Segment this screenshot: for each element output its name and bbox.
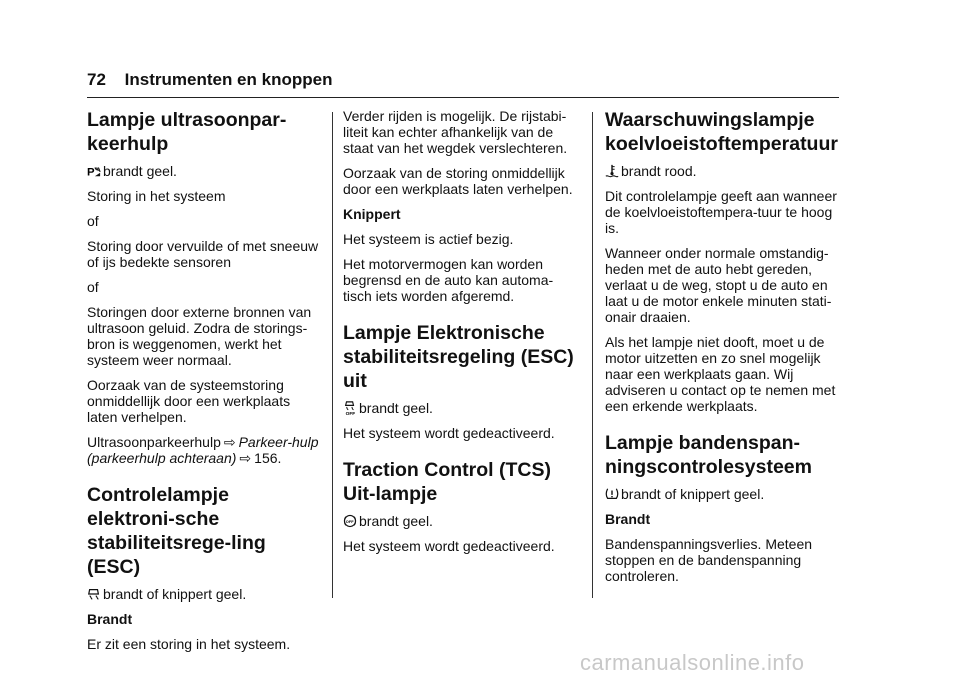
svg-text:OFF: OFF <box>345 518 354 524</box>
text-paragraph: Het motorvermogen kan worden begrensd en de auto kan automa-tisch iets worden afgeremd. <box>343 256 554 304</box>
page-header <box>87 70 332 90</box>
coolant-status: brandt rood. <box>605 163 842 179</box>
heading-esc: Controlelampje elektroni-sche stabiliteitsrege-ling (ESC) <box>87 484 266 578</box>
column-2 <box>343 108 578 563</box>
svg-text:OFF: OFF <box>345 412 356 415</box>
text-paragraph: Bandenspanningsverlies. Meteen stoppen en de bandenspanning controleren. <box>605 536 813 584</box>
text-paragraph: of <box>87 279 99 295</box>
column-3 <box>605 108 842 593</box>
text-paragraph: Storingen door externe bronnen van ultrasoon geluid. Zodra de storings-bron is weggenomen, werkt het systeem weer normaal. <box>87 304 312 368</box>
reference-page[interactable]: 156 <box>254 450 278 466</box>
text-paragraph: Er zit een storing in het systeem. <box>87 636 291 652</box>
header-rule <box>87 97 839 98</box>
park-assist-status: P brandt geel. <box>87 163 177 179</box>
text-paragraph: Oorzaak van de storing onmiddellijk door een werkplaats laten verhelpen. <box>343 165 573 197</box>
subheading-brandt: Brandt <box>87 611 133 627</box>
chapter-title: Instrumenten en knoppen <box>124 70 333 89</box>
heading-coolant: Waarschuwingslampje koelvloeistoftemperatuur <box>605 109 838 155</box>
tcs-off-icon <box>343 514 357 528</box>
text-paragraph: Storing door vervuilde of met sneeuw of ijs bedekte sensoren <box>87 238 319 270</box>
column-divider-1 <box>332 112 333 598</box>
text-paragraph: Oorzaak van de systeemstoring onmiddellijk door een werkplaats laten verhelpen. <box>87 377 291 425</box>
page-number: 72 <box>87 70 106 89</box>
text-paragraph: Het systeem is actief bezig. <box>343 231 514 247</box>
subheading-knippert: Knippert <box>343 206 401 222</box>
text-paragraph: Storing in het systeem <box>87 188 226 204</box>
esc-off-icon <box>343 401 357 415</box>
esc-car-skid-icon <box>87 587 101 601</box>
tcs-off-status: OFF brandt geel. <box>343 513 578 529</box>
text-paragraph: Wanneer onder normale omstandig-heden met de auto hebt gereden, verlaat u de weg, stopt u de auto en laat u de motor enkele minuten stati-onair draaien. <box>605 245 832 325</box>
text-paragraph: Dit controlelampje geeft aan wanneer de koelvloeistoftempera-tuur te hoog is. <box>605 188 837 236</box>
tire-pressure-icon <box>605 487 619 501</box>
tpms-status: brandt of knippert geel. <box>605 486 842 502</box>
text-paragraph: Het systeem wordt gedeactiveerd. <box>343 538 555 554</box>
text-paragraph: Het systeem wordt gedeactiveerd. <box>343 425 555 441</box>
column-divider-2 <box>592 112 593 598</box>
text-paragraph: Verder rijden is mogelijk. De rijstabi-liteit kan echter afhankelijk van de staat van het wegdek verslechteren. <box>343 108 568 156</box>
text-paragraph: of <box>87 213 99 229</box>
heading-tpms: Lampje bandenspan-ningscontrolesysteem <box>605 432 812 478</box>
text-paragraph: Als het lampje niet dooft, moet u de motor uitzetten en zo snel mogelijk naar een werkplaats gaan. Wij adviseren u contact op te nemen met een erkende werkplaats. <box>605 334 836 414</box>
reference-arrow-icon: ⇨ <box>239 450 252 466</box>
esc-status: brandt of knippert geel. <box>87 586 322 602</box>
column-1 <box>87 108 322 661</box>
reference-arrow-icon: ⇨ <box>223 434 236 450</box>
heading-tcs-off: Traction Control (TCS) Uit-lampje <box>343 459 551 505</box>
reference-link[interactable]: Parkeer-hulp (parkeerhulp achteraan) <box>87 434 319 466</box>
heading-esc-off: Lampje Elektronische stabiliteitsregeling (ESC) uit <box>343 322 574 392</box>
svg-text:P: P <box>87 166 95 178</box>
cross-reference: Ultrasoonparkeerhulp ⇨ Parkeer-hulp (parkeerhulp achteraan) ⇨ 156. <box>87 434 319 466</box>
heading-park-assist: Lampje ultrasoonpar-keerhulp <box>87 109 287 155</box>
coolant-temperature-icon <box>605 164 619 178</box>
watermark: carmanualsonline.info <box>580 650 805 675</box>
subheading-brandt: Brandt <box>605 511 651 527</box>
esc-off-status: OFF brandt geel. <box>343 400 578 416</box>
park-assist-icon <box>87 164 101 178</box>
